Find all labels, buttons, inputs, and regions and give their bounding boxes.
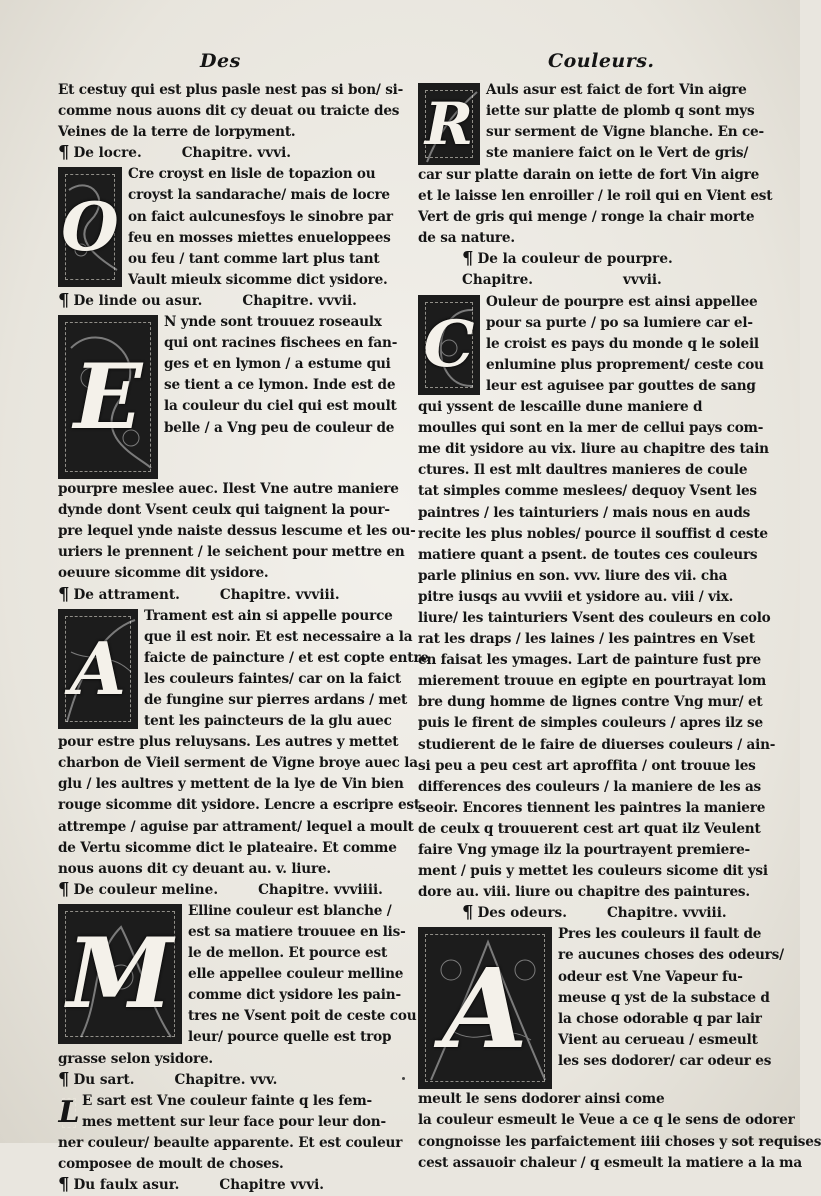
running-head-right: Couleurs. bbox=[548, 50, 655, 72]
opening-paragraph bbox=[58, 80, 404, 143]
section-heading bbox=[418, 903, 752, 924]
text-line: recite les plus nobles/ pource il souffist d ceste bbox=[418, 525, 768, 542]
text-line: Ouleur de pourpre est ainsi appellee bbox=[486, 293, 758, 310]
text-line: dynde dont Vsent ceulx qui taignent la pour- bbox=[58, 502, 390, 519]
text-line: meult le sens dodorer ainsi come bbox=[418, 1091, 665, 1108]
text-line: ctures. Il est mlt daultres manieres de coule bbox=[418, 462, 748, 479]
text-line: rat les draps / les laines / les paintres en Vset bbox=[418, 631, 755, 648]
text-line: est sa matiere trouuee en lis- bbox=[188, 924, 406, 940]
text-line: seoir. Encores tiennent les paintres la maniere bbox=[418, 799, 766, 816]
section-body bbox=[58, 901, 417, 1070]
text-line: elle appellee couleur melline bbox=[188, 966, 404, 983]
chapter-label: Chapitre. bbox=[462, 272, 534, 289]
running-head-left: Des bbox=[200, 50, 241, 72]
text-line: nous auons dit cy deuant au. v. liure. bbox=[58, 860, 331, 877]
text-line: differences des couleurs / la maniere de les as bbox=[418, 778, 762, 795]
text-line: puis le firent de simples couleurs / apres ilz se bbox=[418, 715, 763, 732]
section-body bbox=[58, 164, 392, 291]
section-body bbox=[418, 80, 773, 249]
text-line: enlumine plus proprement/ ceste cou bbox=[486, 356, 764, 373]
text-line: Cre croyst en lisle de topazion ou bbox=[128, 166, 376, 183]
text-line: congnoisse les parfaictement iiii choses y sot requises bbox=[418, 1133, 821, 1150]
text-line: ner couleur/ beaulte apparente. Et est couleur bbox=[58, 1134, 403, 1151]
text-line: matiere quant a psent. de toutes ces couleurs bbox=[418, 546, 758, 563]
pilcrow-icon: ¶ bbox=[462, 248, 474, 270]
initial-letter: L bbox=[58, 1095, 80, 1131]
text-line: de fungine sur pierres ardans / met bbox=[144, 691, 408, 708]
text-line: attrempe / aguise par attrament/ lequel a moult bbox=[58, 818, 414, 835]
text-line: odeur est Vne Vapeur fu- bbox=[558, 968, 743, 985]
chapter-heading bbox=[418, 270, 752, 291]
text-line: pour estre plus reluysans. Les autres y mettet bbox=[58, 734, 399, 751]
text-line: Vient au cerueau / esmeult bbox=[558, 1031, 758, 1048]
text-line: Veines de la terre de lorpyment. bbox=[58, 124, 296, 141]
text-line: pour sa purte / po sa lumiere car el- bbox=[486, 314, 753, 331]
pilcrow-icon: ¶ bbox=[58, 583, 70, 605]
text-line: mes mettent sur leur face pour leur don- bbox=[82, 1113, 386, 1130]
text-line: on faict aulcunesfoys le sinobre par bbox=[128, 208, 393, 225]
section-heading bbox=[58, 1070, 392, 1091]
text-line: iette sur platte de plomb q sont mys bbox=[486, 103, 755, 120]
pilcrow-icon: ¶ bbox=[58, 289, 70, 311]
decorated-initial-icon: E bbox=[58, 315, 158, 479]
section-body bbox=[418, 292, 776, 904]
section-title: De couleur meline. bbox=[73, 881, 219, 898]
text-line: bre dung homme de lignes contre Vng mur/ et bbox=[418, 694, 763, 711]
text-line: faire Vng ymage ilz la pourtrayent premiere- bbox=[418, 842, 750, 858]
text-line: qui ont racines fischees en fan- bbox=[164, 335, 398, 352]
text-line: qui yssent de lescaille dune maniere d bbox=[418, 399, 703, 416]
text-line: moulles qui sont en la mer de cellui pays com- bbox=[418, 420, 764, 437]
text-line: pre lequel ynde naiste dessus lescume et les ou- bbox=[58, 523, 416, 540]
text-line: car sur platte darain on iette de fort Vin aigre bbox=[418, 167, 760, 183]
chapter-number: Chapitre. vvviiii. bbox=[258, 881, 383, 898]
section-title: De attrament. bbox=[73, 586, 180, 603]
text-line: Elline couleur est blanche / bbox=[188, 902, 392, 919]
text-line: Et cestuy qui est plus pasle nest pas si bon/ si- bbox=[58, 82, 404, 98]
chapter-number: Chapitre. vvvi. bbox=[181, 145, 292, 162]
pilcrow-icon: ¶ bbox=[462, 902, 474, 924]
section-title: De locre. bbox=[73, 145, 142, 162]
text-line: glu / les aultres y mettent de la lye de Vin bien bbox=[58, 776, 404, 793]
text-line: Vault mieulx sicomme dict ysidore. bbox=[128, 271, 388, 288]
section-body bbox=[58, 1091, 403, 1175]
section-title: Des odeurs. bbox=[477, 905, 567, 922]
section-title: De la couleur de pourpre. bbox=[477, 251, 673, 268]
section-heading bbox=[58, 291, 392, 312]
chapter-number: Chapitre. vvviii. bbox=[606, 905, 727, 922]
section-body bbox=[58, 606, 429, 880]
text-line: si peu a peu cest art aproffita / ont trouue les bbox=[418, 757, 756, 774]
text-line: studierent de le faire de diuerses couleurs / ain- bbox=[418, 736, 776, 753]
text-line: grasse selon ysidore. bbox=[58, 1050, 213, 1067]
decorated-initial-icon: M bbox=[58, 904, 182, 1044]
section-heading bbox=[58, 585, 392, 606]
text-line: sur serment de Vigne blanche. En ce- bbox=[486, 124, 764, 141]
text-line: que il est noir. Et est necessaire a la bbox=[144, 628, 413, 645]
chapter-number: Chapitre. vvviii. bbox=[219, 586, 340, 603]
text-line: composee de moult de choses. bbox=[58, 1156, 284, 1173]
text-line: les ses dodorer/ car odeur es bbox=[558, 1052, 772, 1069]
section-title: Du faulx asur. bbox=[73, 1177, 180, 1194]
section-heading bbox=[58, 143, 392, 164]
text-line: Pres les couleurs il fault de bbox=[558, 926, 762, 943]
text-line: feu en mosses miettes enueloppees bbox=[128, 229, 391, 246]
text-line: pourpre meslee auec. Ilest Vne autre maniere bbox=[58, 481, 399, 498]
text-line: parle plinius en son. vvv. liure des vii. cha bbox=[418, 567, 728, 584]
decorated-initial-icon: A bbox=[418, 927, 552, 1089]
text-line: ou feu / tant comme lart plus tant bbox=[128, 250, 380, 267]
text-line: de sa nature. bbox=[418, 230, 515, 247]
text-line: la couleur du ciel qui est moult bbox=[164, 398, 397, 415]
chapter-number: Chapitre vvvi. bbox=[219, 1177, 324, 1194]
text-line: le de mellon. Et pource est bbox=[188, 945, 388, 962]
text-line: faicte de paincture / et est copte entre bbox=[144, 649, 429, 666]
text-line: belle / a Vng peu de couleur de bbox=[164, 419, 395, 436]
chapter-number: vvvii. bbox=[623, 272, 662, 289]
text-line: comme nous auons dit cy deuat ou traicte des bbox=[58, 103, 400, 120]
text-line: Vert de gris qui menge / ronge la chair morte bbox=[418, 209, 755, 226]
text-line: tat simples comme meslees/ dequoy Vsent les bbox=[418, 483, 757, 500]
text-line: leur est aguisee par gouttes de sang bbox=[486, 377, 756, 394]
text-line: Trament est ain si appelle pource bbox=[144, 607, 393, 624]
section-heading bbox=[58, 880, 392, 901]
text-line: dore au. viii. liure ou chapitre des paintures. bbox=[418, 884, 750, 901]
text-line: re aucunes choses des odeurs/ bbox=[558, 947, 784, 964]
left-column bbox=[58, 80, 429, 1196]
chapter-number: Chapitre. vvv. bbox=[174, 1071, 278, 1088]
text-line: comme dict ysidore les pain- bbox=[188, 987, 401, 1004]
text-line: se tient a ce lymon. Inde est de bbox=[164, 377, 396, 394]
text-line: charbon de Vieil serment de Vigne broye auec la bbox=[58, 755, 418, 772]
text-line: N ynde sont trouuez roseaulx bbox=[164, 314, 382, 331]
text-line: de Vertu sicomme dict le plateaire. Et comme bbox=[58, 839, 397, 856]
text-line: la couleur esmeult le Veue a ce q le sens de odorer bbox=[418, 1112, 795, 1129]
section-title: De linde ou asur. bbox=[73, 292, 203, 309]
right-column bbox=[418, 80, 821, 1174]
text-line: cest assauoir chaleur / q esmeult la matiere a la ma bbox=[418, 1154, 802, 1171]
decorated-initial-icon: A bbox=[58, 609, 138, 729]
pilcrow-icon: ¶ bbox=[58, 142, 70, 164]
text-line: croyst la sandarache/ mais de locre bbox=[128, 187, 390, 204]
section-heading bbox=[58, 1175, 392, 1196]
text-line: tent les paincteurs de la glu auec bbox=[144, 713, 392, 730]
text-line: et le laisse len enroiller / le roil qui en Vient est bbox=[418, 188, 773, 205]
pilcrow-icon: ¶ bbox=[58, 1068, 70, 1090]
text-line: ste maniere faict on le Vert de gris/ bbox=[486, 145, 749, 162]
text-line: Auls asur est faict de fort Vin aigre bbox=[486, 82, 747, 98]
chapter-number: Chapitre. vvvii. bbox=[242, 292, 357, 309]
text-line: paintres / les tainturiers / mais nous en auds bbox=[418, 504, 751, 521]
decorated-initial-icon: R bbox=[418, 83, 480, 165]
decorated-initial-icon: O bbox=[58, 167, 122, 287]
text-line: rouge sicomme dit ysidore. Lencre a escripre est bbox=[58, 797, 420, 814]
decorated-initial-icon: C bbox=[418, 295, 480, 395]
text-line: les couleurs faintes/ car on la faict bbox=[144, 670, 401, 687]
text-line: pitre iusqs au vvviii et ysidore au. viii / vix. bbox=[418, 588, 734, 605]
text-line: meuse q yst de la substace d bbox=[558, 989, 770, 1006]
text-line: liure/ les tainturiers Vsent des couleurs en colo bbox=[418, 609, 771, 626]
section-heading bbox=[418, 249, 752, 270]
section-body bbox=[58, 312, 416, 584]
text-line: le croist es pays du monde q le soleil bbox=[486, 335, 759, 352]
pilcrow-icon: ¶ bbox=[58, 1174, 70, 1196]
text-line: ment / puis y mettet les couleurs sicome dit ysi bbox=[418, 863, 768, 880]
text-line: la chose odorable q par lair bbox=[558, 1010, 762, 1027]
pilcrow-icon: ¶ bbox=[58, 878, 70, 900]
text-line: mierement trouue en egipte en pourtrayat lom bbox=[418, 673, 767, 690]
text-line: uriers le prennent / le seichent pour mettre en bbox=[58, 544, 405, 561]
section-title: Du sart. bbox=[73, 1071, 135, 1088]
text-line: tres ne Vsent poit de ceste cou bbox=[188, 1008, 417, 1025]
ink-speck bbox=[402, 1077, 405, 1080]
text-line: en faisat les ymages. Lart de painture fust pre bbox=[418, 652, 761, 669]
text-line: de ceulx q trouuerent cest art quat ilz Veulent bbox=[418, 820, 761, 837]
text-line: oeuure sicomme dit ysidore. bbox=[58, 565, 269, 582]
section-body bbox=[418, 924, 821, 1173]
text-line: E sart est Vne couleur fainte q les fem- bbox=[82, 1092, 372, 1109]
text-line: leur/ pource quelle est trop bbox=[188, 1029, 392, 1046]
text-line: ges et en lymon / a estume qui bbox=[164, 356, 391, 373]
text-line: me dit ysidore au vix. liure au chapitre des tain bbox=[418, 441, 769, 458]
